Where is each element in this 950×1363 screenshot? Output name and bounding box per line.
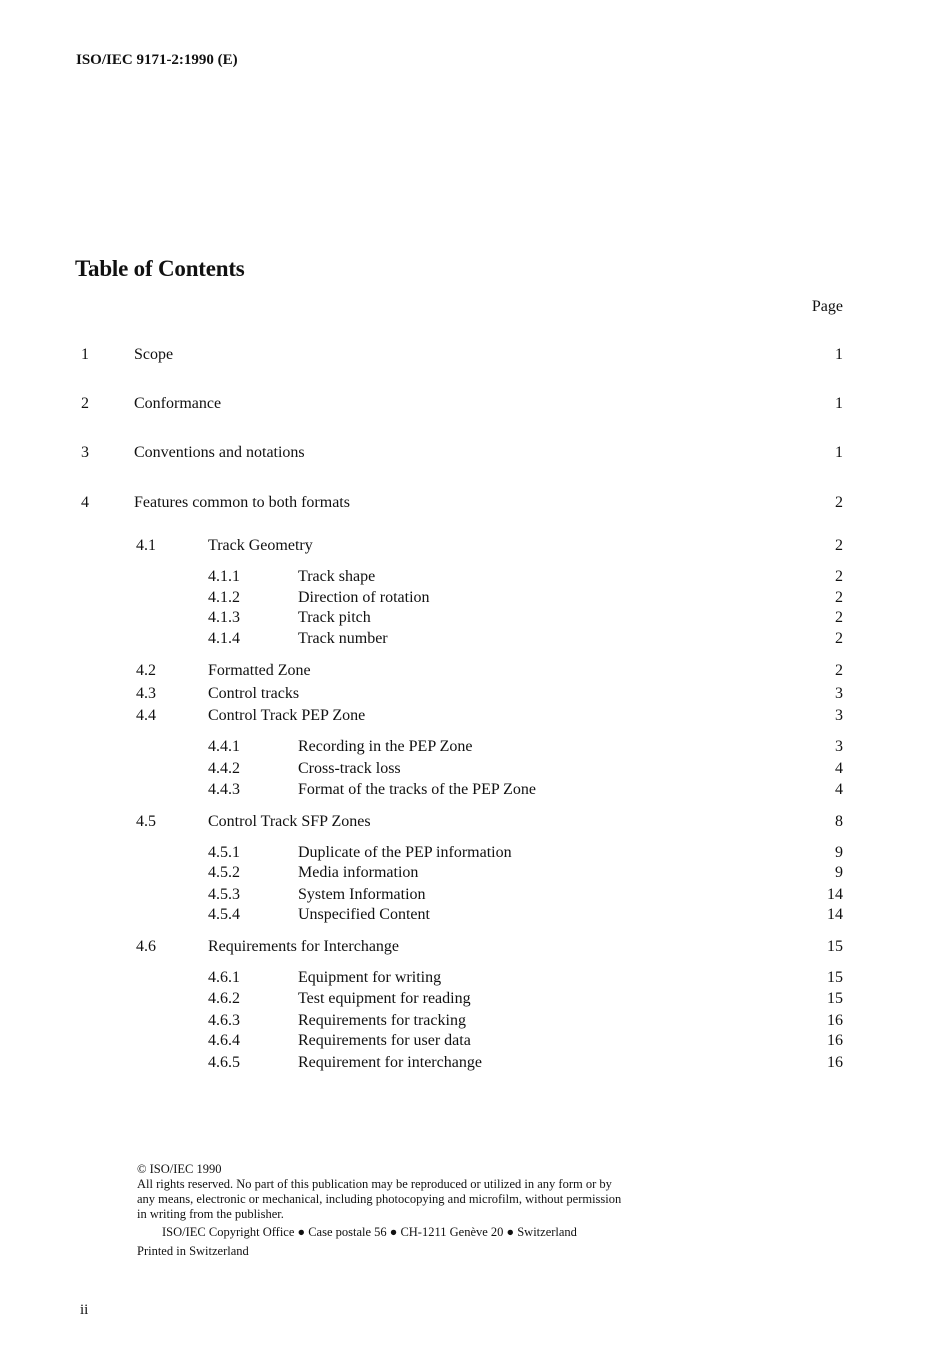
toc-entry-title: System Information xyxy=(298,886,426,903)
toc-entry-number: 3 xyxy=(81,444,89,461)
toc-entry xyxy=(0,588,950,608)
toc-entry-number: 4.6.4 xyxy=(208,1032,240,1049)
toc-entry-page: 1 xyxy=(835,346,843,363)
toc-entry-number: 4.4 xyxy=(136,707,156,724)
toc-entry-title: Track pitch xyxy=(298,609,371,626)
toc-entry-number: 4.5.4 xyxy=(208,906,240,923)
toc-entry-number: 4.1 xyxy=(136,537,156,554)
toc-entry-number: 4.1.1 xyxy=(208,568,240,585)
toc-entry-page: 2 xyxy=(835,589,843,606)
toc-entry-number: 4.6.3 xyxy=(208,1012,240,1029)
toc-entry-page: 3 xyxy=(835,685,843,702)
document-id-header: ISO/IEC 9171-2:1990 (E) xyxy=(76,52,238,68)
toc-entry-page: 4 xyxy=(835,760,843,777)
toc-entry-title: Requirements for tracking xyxy=(298,1012,466,1029)
toc-entry-page: 4 xyxy=(835,781,843,798)
toc-entry-page: 2 xyxy=(835,630,843,647)
toc-entry xyxy=(0,905,950,925)
toc-entry-number: 2 xyxy=(81,395,89,412)
toc-entry-number: 4.5.2 xyxy=(208,864,240,881)
toc-entry xyxy=(0,443,950,463)
printed-in: Printed in Switzerland xyxy=(137,1244,249,1258)
copyright-line: © ISO/IEC 1990 xyxy=(137,1162,222,1176)
toc-entry xyxy=(0,780,950,800)
toc-entry-number: 4.5.1 xyxy=(208,844,240,861)
toc-entry-page: 2 xyxy=(835,537,843,554)
toc-entry-title: Conventions and notations xyxy=(134,444,305,461)
toc-entry-page: 1 xyxy=(835,395,843,412)
toc-entry-title: Track shape xyxy=(298,568,376,585)
toc-entry xyxy=(0,863,950,883)
toc-entry xyxy=(0,737,950,757)
toc-entry-title: Requirement for interchange xyxy=(298,1054,482,1071)
toc-entry-title: Track number xyxy=(298,630,388,647)
rights-statement: any means, electronic or mechanical, including photocopying and microfilm, without permission xyxy=(137,1192,622,1206)
toc-entry xyxy=(0,937,950,957)
toc-entry-page: 14 xyxy=(827,886,843,903)
toc-entry xyxy=(0,968,950,988)
toc-entry-title: Track Geometry xyxy=(208,537,313,554)
toc-entry-page: 15 xyxy=(827,969,843,986)
toc-entry-title: Cross-track loss xyxy=(298,760,401,777)
toc-entry xyxy=(0,661,950,681)
toc-entry xyxy=(0,843,950,863)
toc-entry-number: 4.6.1 xyxy=(208,969,240,986)
toc-entry xyxy=(0,394,950,414)
toc-entry xyxy=(0,706,950,726)
toc-entry-page: 9 xyxy=(835,864,843,881)
toc-entry xyxy=(0,759,950,779)
toc-entry-page: 1 xyxy=(835,444,843,461)
toc-entry xyxy=(0,1031,950,1051)
toc-entry-title: Test equipment for reading xyxy=(298,990,471,1007)
toc-entry-page: 9 xyxy=(835,844,843,861)
toc-entry xyxy=(0,345,950,365)
toc-entry-title: Conformance xyxy=(134,395,222,412)
toc-entry-page: 15 xyxy=(827,990,843,1007)
toc-entry-page: 3 xyxy=(835,738,843,755)
toc-entry xyxy=(0,493,950,513)
toc-entry-number: 4 xyxy=(81,494,89,511)
copyright-office-address: ISO/IEC Copyright Office ● Case postale 56 ● CH-1211 Genève 20 ● Switzerland xyxy=(162,1225,577,1239)
toc-entry-title: Unspecified Content xyxy=(298,906,430,923)
toc-entry-number: 4.1.4 xyxy=(208,630,240,647)
rights-statement: in writing from the publisher. xyxy=(137,1207,284,1221)
page-number: ii xyxy=(80,1302,89,1318)
toc-entry-title: Control Track SFP Zones xyxy=(208,813,371,830)
toc-entry-title: Formatted Zone xyxy=(208,662,311,679)
toc-entry xyxy=(0,885,950,905)
toc-entry-title: Format of the tracks of the PEP Zone xyxy=(298,781,537,798)
toc-entry xyxy=(0,536,950,556)
copyright-notice xyxy=(137,1162,621,1259)
toc-entry-page: 16 xyxy=(827,1012,843,1029)
toc-entry-page: 2 xyxy=(835,494,843,511)
toc-entry-title: Requirements for user data xyxy=(298,1032,471,1049)
toc-entry-title: Equipment for writing xyxy=(298,969,442,986)
toc-entry-number: 4.4.3 xyxy=(208,781,240,798)
toc-entry-page: 2 xyxy=(835,568,843,585)
toc-entry-title: Recording in the PEP Zone xyxy=(298,738,473,755)
toc-entry-number: 4.4.1 xyxy=(208,738,240,755)
toc-entry xyxy=(0,629,950,649)
toc-entry-number: 1 xyxy=(81,346,89,363)
toc-entry-number: 4.2 xyxy=(136,662,156,679)
toc-entry-page: 16 xyxy=(827,1054,843,1071)
toc-entry-number: 4.1.2 xyxy=(208,589,240,606)
toc-entry-number: 4.1.3 xyxy=(208,609,240,626)
toc-entry xyxy=(0,1011,950,1031)
toc-page-column-label: Page xyxy=(811,298,843,315)
toc-title: Table of Contents xyxy=(75,256,245,281)
toc-entry-number: 4.5 xyxy=(136,813,156,830)
toc-entry xyxy=(0,1053,950,1073)
toc-entry xyxy=(0,812,950,832)
toc-entry-title: Control tracks xyxy=(208,685,300,702)
rights-statement: All rights reserved. No part of this publication may be reproduced or utilized in any form or by xyxy=(137,1177,612,1191)
toc-entry xyxy=(0,567,950,587)
toc-entry xyxy=(0,608,950,628)
toc-entry-number: 4.3 xyxy=(136,685,156,702)
toc-entry-page: 2 xyxy=(835,609,843,626)
toc-entry-title: Requirements for Interchange xyxy=(208,938,400,955)
toc-entry-number: 4.6 xyxy=(136,938,156,955)
toc-entry-page: 16 xyxy=(827,1032,843,1049)
toc-entry-title: Control Track PEP Zone xyxy=(208,707,366,724)
toc-entry-page: 15 xyxy=(827,938,843,955)
toc-entry-number: 4.6.2 xyxy=(208,990,240,1007)
toc-entry-page: 2 xyxy=(835,662,843,679)
toc-entry-number: 4.6.5 xyxy=(208,1054,240,1071)
toc-entry-title: Duplicate of the PEP information xyxy=(298,844,512,861)
toc-entry-title: Features common to both formats xyxy=(134,494,350,511)
toc-entry-title: Scope xyxy=(134,346,174,363)
toc-entry-page: 3 xyxy=(835,707,843,724)
toc-entry-title: Direction of rotation xyxy=(298,589,430,606)
toc-entry-number: 4.4.2 xyxy=(208,760,240,777)
toc-entry xyxy=(0,989,950,1009)
toc-entry xyxy=(0,684,950,704)
toc-entry-title: Media information xyxy=(298,864,419,881)
toc-entry-number: 4.5.3 xyxy=(208,886,240,903)
toc-entry-page: 8 xyxy=(835,813,843,830)
toc-entry-page: 14 xyxy=(827,906,843,923)
